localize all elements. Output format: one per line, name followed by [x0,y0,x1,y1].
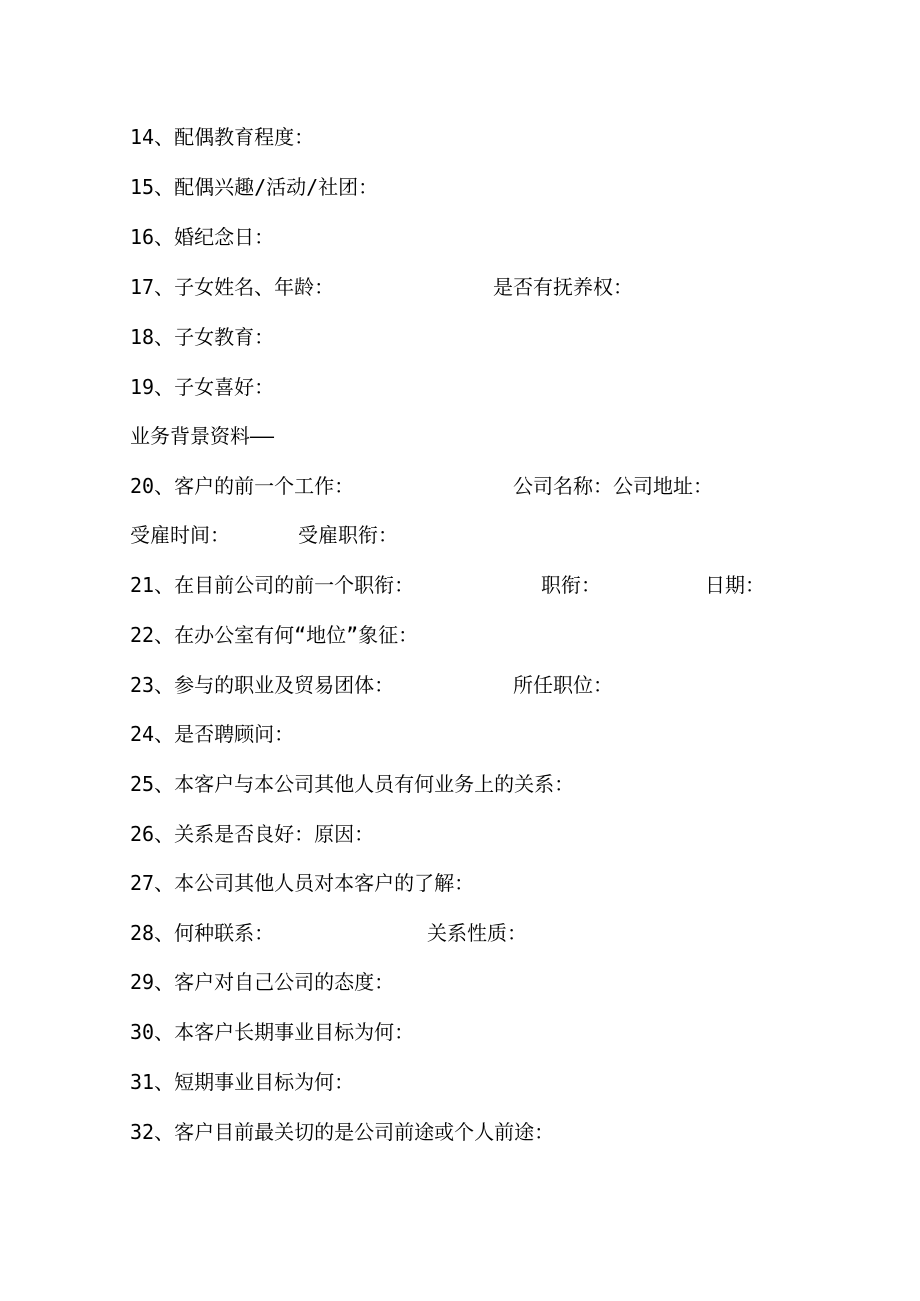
field-label: 29、客户对自己公司的态度： [130,970,395,994]
field-label: 公司名称：公司地址： [513,474,713,498]
field-label: 32、客户目前最关切的是公司前途或个人前途： [130,1120,555,1144]
field-label: 26、关系是否良好：原因： [130,822,375,846]
field-label: 19、子女喜好： [130,375,275,399]
field-label: 17、子女姓名、年龄： [130,275,335,299]
field-label: 14、配偶教育程度： [130,125,315,149]
field-label: 28、何种联系： [130,921,275,945]
field-label: 受雇职衔： [298,523,398,547]
field-label: 是否有抚养权： [493,275,633,299]
field-label: 所任职位： [513,673,613,697]
field-label: 20、客户的前一个工作： [130,474,355,498]
field-label: 受雇时间： [130,523,230,547]
field-label: 21、在目前公司的前一个职衔： [130,573,415,597]
field-label: 31、短期事业目标为何： [130,1070,355,1094]
field-label: 22、在办公室有何“地位”象征： [130,623,419,647]
field-label: 24、是否聘顾问： [130,722,295,746]
section-heading-text: 业务背景资料—— [130,424,275,448]
field-label: 关系性质： [427,921,527,945]
field-label: 27、本公司其他人员对本客户的了解： [130,871,475,895]
field-label: 日期： [705,573,765,597]
field-label: 18、子女教育： [130,325,275,349]
field-label: 15、配偶兴趣/活动/社团： [130,175,379,199]
field-label: 16、婚纪念日： [130,225,275,249]
field-label: 25、本客户与本公司其他人员有何业务上的关系： [130,772,575,796]
field-label: 职衔： [541,573,601,597]
field-label: 30、本客户长期事业目标为何： [130,1020,415,1044]
field-label: 23、参与的职业及贸易团体： [130,673,395,697]
